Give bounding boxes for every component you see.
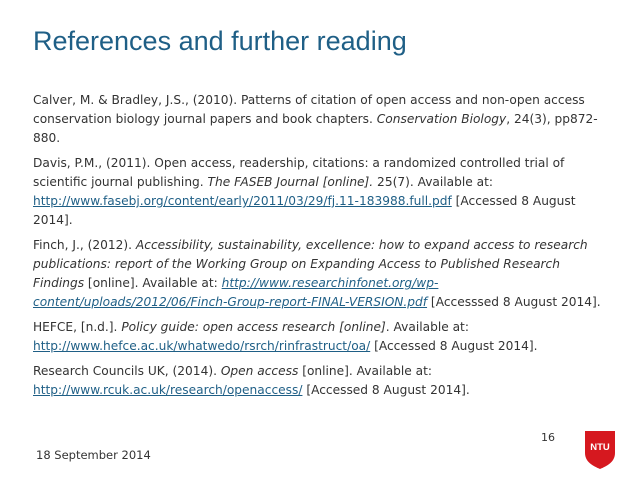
reference-accessed: [Accessed 8 August 2014]. — [370, 339, 538, 353]
logo-text: NTU — [590, 442, 610, 453]
reference-accessed: [Accessed 8 August 2014]. — [302, 383, 470, 397]
reference-link-text: http://www.researchinfonet.org/wp-content/uploads/2012/06/Finch-Group-report-FINAL-VERSION.pdf — [33, 276, 439, 309]
reference-book-title: Accessibility, sustainability, excellence: how to expand access to research publications: report of the Working Group on Expanding Access to Published Research Findings — [33, 238, 588, 290]
reference-text: Davis, P.M., (2011). Open access, readership, citations: a randomized controlled trial of scientific journal publishing. — [33, 156, 565, 189]
reference-document-title: Policy guide: open access research [online] — [121, 320, 386, 334]
page-title: References and further reading — [33, 26, 407, 56]
reference-accessed: [Accesssed 8 August 2014]. — [427, 295, 601, 309]
reference-text: Research Councils UK, (2014). — [33, 364, 221, 378]
reference-link[interactable]: http://www.hefce.ac.uk/whatwedo/rsrch/rinfrastruct/oa/ — [33, 339, 371, 353]
footer-date: 18 September 2014 — [36, 448, 151, 462]
reference-link[interactable]: http://www.fasebj.org/content/early/2011/03/29/fj.11-183988.full.pdf — [33, 194, 452, 208]
reference-journal-title: Conservation Biology — [376, 112, 507, 126]
reference-item — [33, 91, 605, 148]
page-number: 16 — [541, 431, 555, 444]
reference-text: 25(7). Available at: — [373, 175, 493, 189]
reference-item — [33, 154, 605, 230]
reference-text: Calver, M. & Bradley, J.S., (2010). Patterns of citation of open access and non-open access conservation biology journal papers and book chapters. — [33, 93, 585, 126]
reference-document-title: Open access — [220, 364, 299, 378]
reference-text: . Available at: — [385, 320, 469, 334]
reference-accessed: [Accessed 8 August 2014]. — [33, 194, 576, 227]
reference-text: HEFCE, [n.d.]. — [33, 320, 122, 334]
reference-text: [online]. Available at: — [84, 276, 222, 290]
reference-text: Finch, J., (2012). — [33, 238, 136, 252]
reference-list — [33, 91, 605, 406]
reference-link[interactable]: http://www.rcuk.ac.uk/research/openaccess/ — [33, 383, 303, 397]
reference-item — [33, 236, 605, 312]
ntu-logo — [583, 431, 617, 469]
reference-journal-title: The FASEB Journal [online]. — [207, 175, 374, 189]
reference-text: [online]. Available at: — [298, 364, 433, 378]
reference-item — [33, 362, 605, 400]
reference-item — [33, 318, 605, 356]
reference-text: , 24(3), pp872-880. — [33, 112, 598, 145]
